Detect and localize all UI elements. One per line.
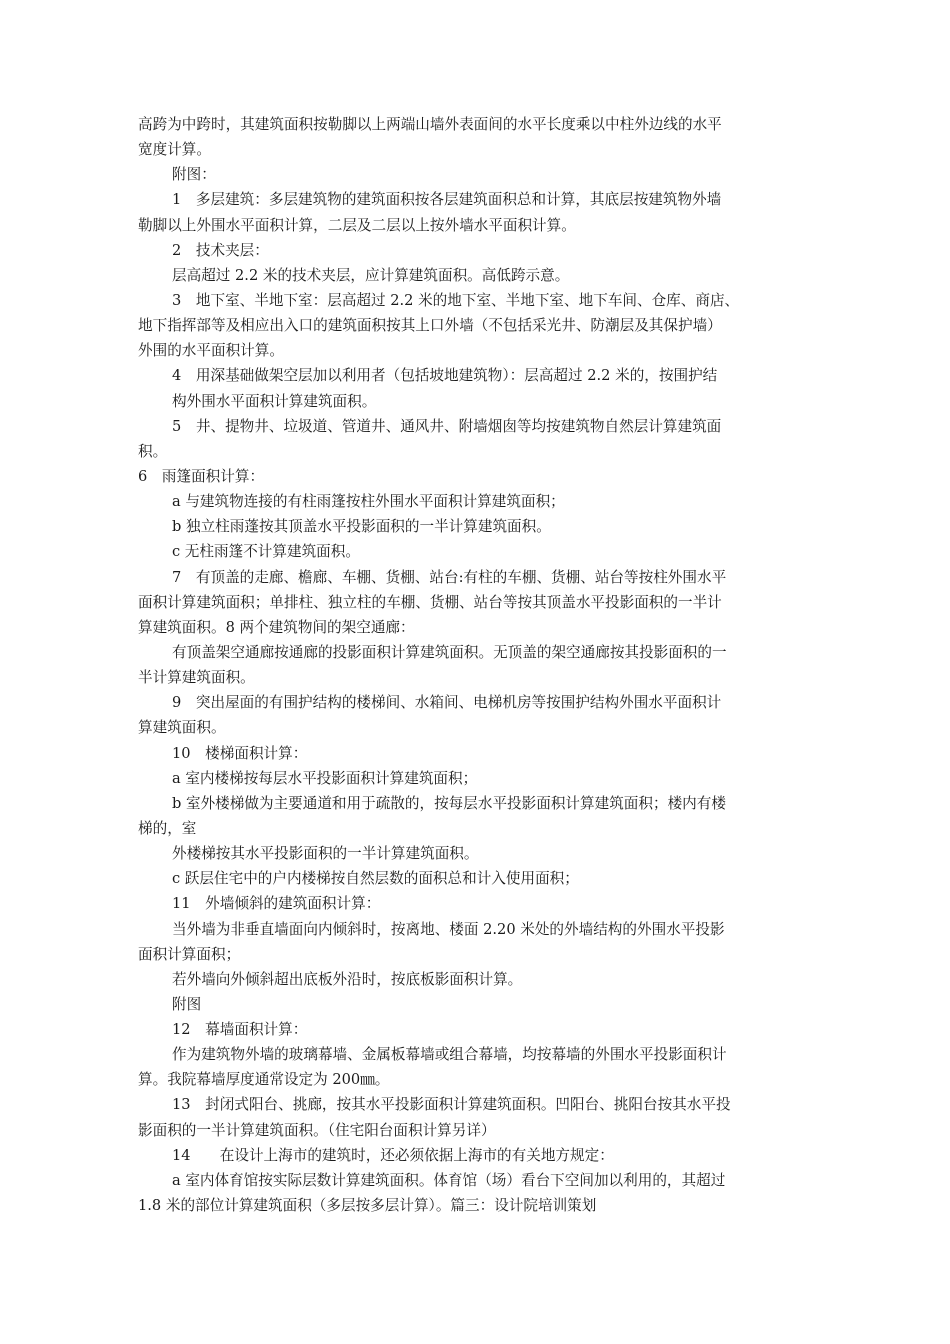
- text-line: 有顶盖架空通廊按通廊的投影面积计算建筑面积。无顶盖的架空通廊按其投影面积的一: [172, 643, 727, 661]
- text-line: 影面积的一半计算建筑面积。（住宅阳台面积计算另详）: [138, 1121, 496, 1139]
- text-line: 算建筑面积。8 两个建筑物间的架空通廊：: [138, 618, 415, 636]
- text-line: 5 井、提物井、垃圾道、管道井、通风井、附墙烟囱等均按建筑物自然层计算建筑面: [172, 417, 722, 435]
- text-line: 面积计算面积；: [138, 945, 241, 963]
- text-line: 若外墙向外倾斜超出底板外沿时，按底板影面积计算。: [172, 970, 523, 988]
- text-line: a 与建筑物连接的有柱雨篷按柱外围水平面积计算建筑面积；: [172, 493, 565, 511]
- text-line: 9 突出屋面的有围护结构的楼梯间、水箱间、电梯机房等按围护结构外围水平面积计: [172, 694, 722, 712]
- text-line: 10 楼梯面积计算：: [172, 744, 308, 762]
- text-line: 勒脚以上外围水平面积计算，二层及二层以上按外墙水平面积计算。: [138, 216, 576, 234]
- text-line: 外围的水平面积计算。: [138, 342, 284, 360]
- text-line: 外楼梯按其水平投影面积的一半计算建筑面积。: [172, 845, 479, 863]
- document-body: [138, 112, 828, 1218]
- text-line: 当外墙为非垂直墙面向内倾斜时，按离地、楼面 2.20 米处的外墙结构的外围水平投影: [172, 920, 725, 938]
- text-line: 3 地下室、半地下室：层高超过 2.2 米的地下室、半地下室、地下车间、仓库、商店、: [172, 291, 740, 309]
- text-line: 宽度计算。: [138, 141, 211, 159]
- text-line: 构外围水平面积计算建筑面积。: [172, 392, 377, 410]
- text-line: 12 幕墙面积计算：: [172, 1021, 308, 1039]
- text-line: c 跃层住宅中的户内楼梯按自然层数的面积总和计入使用面积；: [172, 870, 579, 888]
- text-line: 4 用深基础做架空层加以利用者（包括坡地建筑物）：层高超过 2.2 米的，按围护结: [172, 367, 718, 385]
- text-line: a 室内楼梯按每层水平投影面积计算建筑面积；: [172, 769, 478, 787]
- text-line: 附图：: [172, 166, 216, 184]
- text-line: 半计算建筑面积。: [138, 669, 255, 687]
- text-line: 11 外墙倾斜的建筑面积计算：: [172, 895, 381, 913]
- text-line: 13 封闭式阳台、挑廊，按其水平投影面积计算建筑面积。凹阳台、挑阳台按其水平投: [172, 1096, 731, 1114]
- text-line: 14 在设计上海市的建筑时，还必须依据上海市的有关地方规定：: [172, 1146, 614, 1164]
- text-line: 2 技术夹层：: [172, 241, 269, 259]
- text-line: b 室外楼梯做为主要通道和用于疏散的，按每层水平投影面积计算建筑面积；楼内有楼: [172, 794, 726, 812]
- text-line: 面积计算建筑面积；单排柱、独立柱的车棚、货棚、站台等按其顶盖水平投影面积的一半计: [138, 593, 722, 611]
- text-line: 附图: [172, 995, 202, 1013]
- text-line: 高跨为中跨时，其建筑面积按勒脚以上两端山墙外表面间的水平长度乘以中柱外边线的水平: [138, 116, 722, 133]
- text-line: 7 有顶盖的走廊、檐廊、车棚、货棚、站台:有柱的车棚、货棚、站台等按柱外围水平: [172, 568, 727, 586]
- text-line: 地下指挥部等及相应出入口的建筑面积按其上口外墙（不包括采光井、防潮层及其保护墙）: [138, 317, 722, 335]
- text-line: 6 雨篷面积计算：: [138, 467, 265, 485]
- text-line: 算建筑面积。: [138, 719, 226, 737]
- text-line: 1.8 米的部位计算建筑面积（多层按多层计算）。篇三：设计院培训策划: [138, 1197, 597, 1215]
- text-line: 梯的，室: [138, 819, 197, 837]
- text-line: b 独立柱雨蓬按其顶盖水平投影面积的一半计算建筑面积。: [172, 518, 551, 536]
- text-line: 层高超过 2.2 米的技术夹层，应计算建筑面积。高低跨示意。: [172, 266, 570, 284]
- text-line: 算。我院幕墙厚度通常设定为 200㎜。: [138, 1071, 390, 1089]
- text-line: 1 多层建筑：多层建筑物的建筑面积按各层建筑面积总和计算，其底层按建筑物外墙: [172, 191, 722, 209]
- text-line: 积。: [138, 442, 168, 460]
- text-line: a 室内体育馆按实际层数计算建筑面积。体育馆（场）看台下空间加以利用的，其超过: [172, 1171, 726, 1189]
- text-line: c 无柱雨篷不计算建筑面积。: [172, 543, 360, 561]
- text-line: 作为建筑物外墙的玻璃幕墙、金属板幕墙或组合幕墙，均按幕墙的外围水平投影面积计: [172, 1046, 727, 1064]
